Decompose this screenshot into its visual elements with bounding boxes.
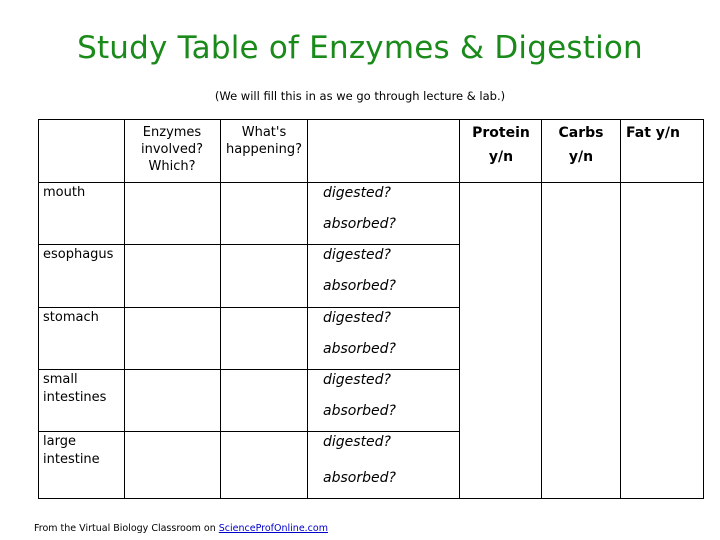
- absorbed-prompt: absorbed?: [323, 470, 396, 486]
- digested-prompt: digested?: [323, 247, 391, 263]
- header-enzymes: Enzymes involved? Which?: [141, 125, 203, 174]
- column-divider: [620, 120, 621, 498]
- digested-prompt: digested?: [323, 185, 391, 201]
- header-fat: Fat y/n: [626, 125, 680, 141]
- organ-mouth: mouth: [43, 185, 86, 200]
- organ-small-intestines: small intestines: [43, 372, 107, 405]
- header-happening: What's happening?: [226, 125, 302, 157]
- column-divider: [459, 120, 460, 498]
- column-divider: [220, 120, 221, 498]
- organ-stomach: stomach: [43, 310, 99, 325]
- row-divider: [39, 244, 459, 245]
- row-divider: [39, 431, 459, 432]
- footer-credit: [34, 523, 328, 534]
- header-carbs: Carbs y/n: [558, 125, 604, 165]
- digested-prompt: digested?: [323, 372, 391, 388]
- row-divider: [39, 182, 703, 183]
- absorbed-prompt: absorbed?: [323, 403, 396, 419]
- absorbed-prompt: absorbed?: [323, 216, 396, 232]
- column-divider: [541, 120, 542, 498]
- footer-prefix: From the Virtual Biology Classroom on: [34, 523, 216, 534]
- organ-esophagus: esophagus: [43, 247, 114, 262]
- organ-large-intestine: large intestine: [43, 434, 100, 467]
- row-divider: [39, 307, 459, 308]
- absorbed-prompt: absorbed?: [323, 341, 396, 357]
- column-divider: [307, 120, 308, 498]
- header-protein: Protein y/n: [472, 125, 530, 165]
- column-divider: [124, 120, 125, 498]
- row-divider: [39, 369, 459, 370]
- page-subtitle: (We will fill this in as we go through lecture & lab.): [214, 89, 506, 103]
- digested-prompt: digested?: [323, 310, 391, 326]
- study-table: [38, 119, 704, 499]
- footer-link[interactable]: ScienceProfOnline.com: [218, 523, 328, 534]
- digested-prompt: digested?: [323, 434, 391, 450]
- page-title: Study Table of Enzymes & Digestion: [77, 30, 643, 66]
- absorbed-prompt: absorbed?: [323, 278, 396, 294]
